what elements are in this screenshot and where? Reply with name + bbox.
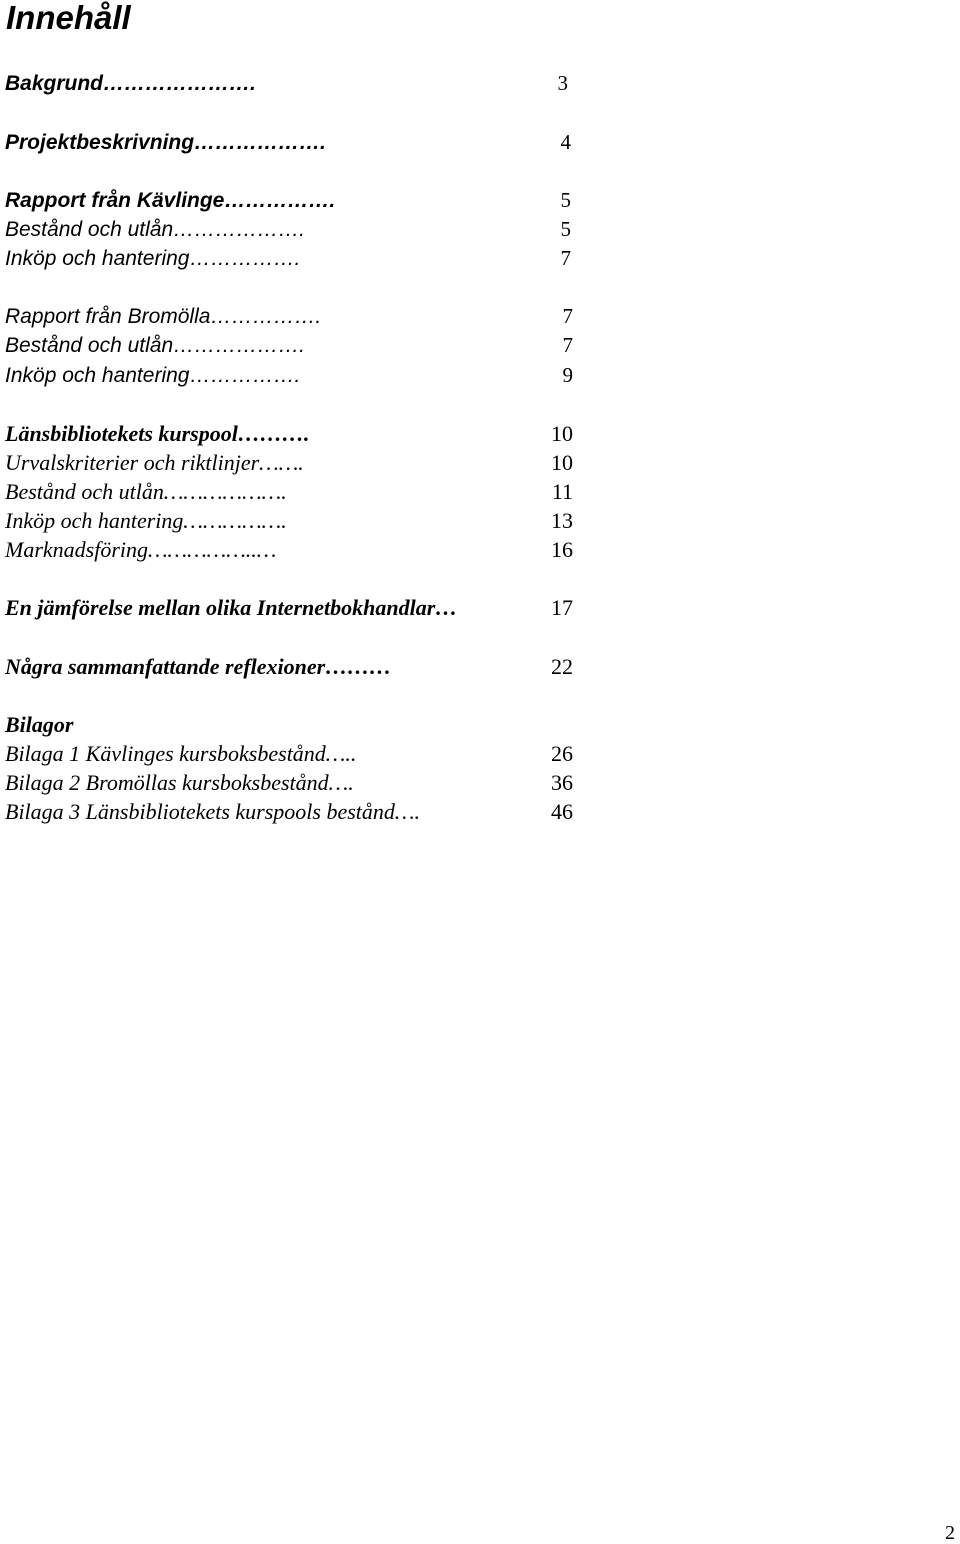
toc-entry-label: Bakgrund…………………. xyxy=(5,72,256,95)
toc-entry-page: 7 xyxy=(562,304,573,328)
toc-entry-page: 7 xyxy=(560,246,571,270)
toc-entry-label: Inköp och hantering……………. xyxy=(5,247,301,270)
toc-heading: Innehåll xyxy=(6,0,131,36)
toc-entry-label: Urvalskriterier och riktlinjer……. xyxy=(5,450,304,475)
toc-entry-label: Några sammanfattande reflexioner……… xyxy=(5,654,392,679)
toc-entry-page: 10 xyxy=(551,421,573,446)
toc-entry-page: 5 xyxy=(560,217,571,241)
toc-entry-label: Bestånd och utlån………………. xyxy=(5,479,287,504)
toc-entry-page: 10 xyxy=(551,450,573,475)
toc-entry-label: Rapport från Kävlinge……………. xyxy=(5,189,336,212)
toc-entry-page: 13 xyxy=(551,508,573,533)
toc-entry-page: 36 xyxy=(551,770,573,795)
page-number: 2 xyxy=(945,1522,955,1544)
toc-entry-label: En jämförelse mellan olika Internetbokhandlar… xyxy=(5,595,458,620)
toc-entry-page: 9 xyxy=(562,363,573,387)
toc-entry-page: 3 xyxy=(557,71,568,95)
toc-entry-label: Bilaga 1 Kävlinges kursboksbestånd….. xyxy=(5,741,357,766)
toc-entry-label: Inköp och hantering……………. xyxy=(5,508,287,533)
toc-entry-label: Bilaga 3 Länsbibliotekets kurspools bestånd…. xyxy=(5,799,420,824)
toc-entry-page: 4 xyxy=(560,130,571,154)
toc-entry-page: 7 xyxy=(562,333,573,357)
toc-entry-page: 26 xyxy=(551,741,573,766)
toc-entry-label: Bilagor xyxy=(5,712,74,737)
toc-entry-page: 22 xyxy=(551,654,573,679)
toc-entry-label: Bilaga 2 Bromöllas kursboksbestånd…. xyxy=(5,770,354,795)
toc-entry-label: Inköp och hantering……………. xyxy=(5,364,301,387)
toc-entry-label: Projektbeskrivning………………. xyxy=(5,131,326,154)
toc-entry-label: Bestånd och utlån………………. xyxy=(5,218,305,241)
toc-entry-page: 16 xyxy=(551,537,573,562)
toc-entry-page: 17 xyxy=(551,595,573,620)
toc-entry-label: Bestånd och utlån………………. xyxy=(5,334,305,357)
toc-entry-page: 11 xyxy=(551,479,573,504)
toc-entry-label: Länsbibliotekets kurspool………. xyxy=(5,421,310,446)
toc-entry-label: Rapport från Bromölla……………. xyxy=(5,305,322,328)
toc-entry-label: Marknadsföring……………..… xyxy=(5,537,277,562)
toc-entry-page: 5 xyxy=(560,188,571,212)
toc-entry-page: 46 xyxy=(551,799,573,824)
